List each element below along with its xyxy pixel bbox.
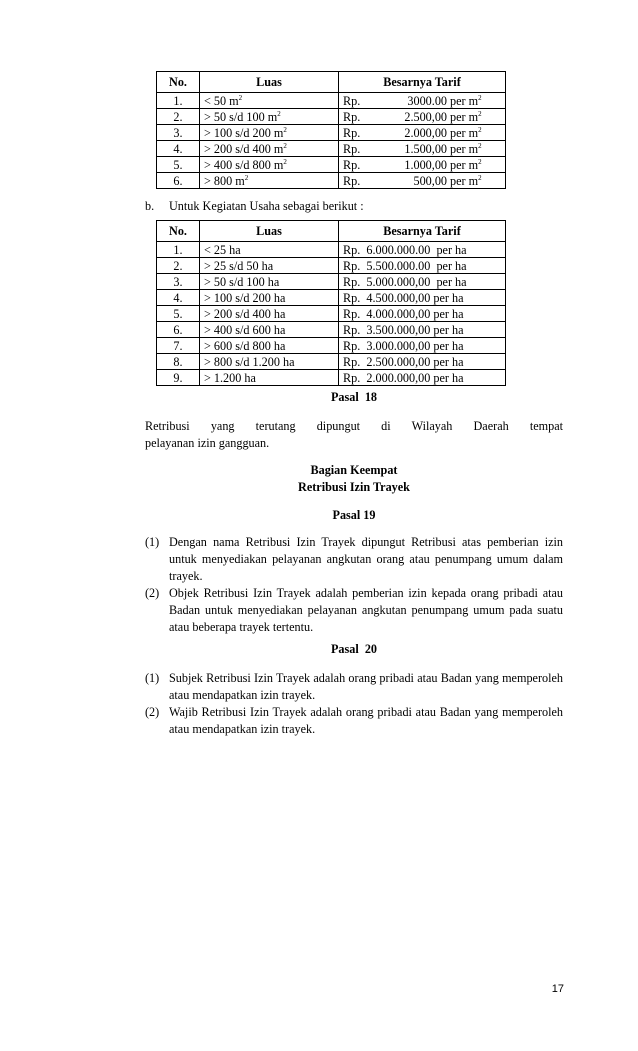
pasal-19-item-1 (145, 534, 563, 585)
header-tarif: Besarnya Tarif (339, 221, 506, 242)
table-row (157, 125, 506, 141)
cell-no: 6. (157, 173, 200, 189)
cell-tarif: Rp. 5.000.000,00 per ha (339, 274, 506, 290)
item-text: Objek Retribusi Izin Trayek adalah pemberian izin kepada orang pribadi atau Badan untuk menyediakan pelayanan angkutan penumpang umum pada suatu atau beberapa trayek tertentu. (169, 586, 563, 634)
cell-luas: > 800 s/d 1.200 ha (200, 354, 339, 370)
table-row (157, 258, 506, 274)
cell-luas: < 50 $m^2$ (200, 93, 339, 109)
cell-no: 6. (157, 322, 200, 338)
page-number: 17 (551, 983, 564, 995)
cell-tarif: Rp. 1.500,00 per $m^2$ (339, 141, 506, 157)
cell-luas: > 1.200 ha (200, 370, 339, 386)
tarif-table-m2 (156, 71, 506, 189)
cell-tarif: Rp. 2.000.000,00 per ha (339, 370, 506, 386)
cell-luas: > 50 s/d 100 ha (200, 274, 339, 290)
pasal-20-item-1 (145, 670, 563, 704)
cell-tarif: Rp. 4.500.000,00 per ha (339, 290, 506, 306)
pasal-19-title: Pasal 19 (332, 508, 376, 522)
table-row (157, 274, 506, 290)
cell-no: 2. (157, 109, 200, 125)
cell-luas: > 800 $m^2$ (200, 173, 339, 189)
header-tarif: Besarnya Tarif (339, 72, 506, 93)
item-text: Dengan nama Retribusi Izin Trayek dipungut Retribusi atas pemberian izin untuk menyediakan pelayanan angkutan orang atau penumpang umum dalam trayek. (169, 535, 563, 583)
cell-no: 5. (157, 306, 200, 322)
bagian-subtitle: Retribusi Izin Trayek (298, 480, 410, 494)
cell-luas: > 200 s/d 400 ha (200, 306, 339, 322)
pasal-18-title: Pasal 18 (330, 390, 378, 404)
cell-luas: > 25 s/d 50 ha (200, 258, 339, 274)
cell-no: 4. (157, 290, 200, 306)
pasal-20-title: Pasal 20 (330, 642, 378, 656)
table-row (157, 370, 506, 386)
cell-no: 2. (157, 258, 200, 274)
table-header-row (157, 221, 506, 242)
item-text: Subjek Retribusi Izin Trayek adalah orang pribadi atau Badan yang memperoleh atau mendapatkan izin trayek. (169, 671, 563, 702)
header-no: No. (157, 221, 200, 242)
table-row (157, 338, 506, 354)
header-luas: Luas (200, 221, 339, 242)
cell-tarif: Rp. 1.000,00 per $m^2$ (339, 157, 506, 173)
table-header-row (157, 72, 506, 93)
cell-luas: > 100 s/d 200 ha (200, 290, 339, 306)
tarif-table-ha (156, 220, 506, 386)
item-label: (2) (145, 705, 160, 719)
pasal-18-line-1: Retribusi yang terutang dipungut di Wilayah Daerah tempat (145, 419, 563, 433)
bagian-title: Bagian Keempat (310, 463, 398, 477)
cell-no: 3. (157, 125, 200, 141)
section-b-label: b. (145, 199, 155, 213)
cell-tarif: Rp. 5.500.000.00 per ha (339, 258, 506, 274)
item-text: Wajib Retribusi Izin Trayek adalah orang pribadi atau Badan yang memperoleh atau mendapatkan izin trayek. (169, 705, 563, 736)
header-no: No. (157, 72, 200, 93)
cell-no: 9. (157, 370, 200, 386)
cell-tarif: Rp. 3000.00 per $m^2$ (339, 93, 506, 109)
item-label: (1) (145, 671, 160, 685)
section-b (145, 198, 364, 215)
table-row (157, 290, 506, 306)
cell-no: 7. (157, 338, 200, 354)
cell-no: 5. (157, 157, 200, 173)
cell-luas: > 600 s/d 800 ha (200, 338, 339, 354)
pasal-18-line-2: pelayanan izin gangguan. (145, 436, 270, 450)
table-row (157, 141, 506, 157)
cell-tarif: Rp. 4.000.000,00 per ha (339, 306, 506, 322)
cell-tarif: Rp. 6.000.000.00 per ha (339, 242, 506, 258)
item-label: (1) (145, 535, 160, 549)
table-row (157, 354, 506, 370)
table-row (157, 173, 506, 189)
cell-tarif: Rp. 3.000.000,00 per ha (339, 338, 506, 354)
cell-luas: < 25 ha (200, 242, 339, 258)
table-row (157, 306, 506, 322)
cell-no: 1. (157, 242, 200, 258)
cell-no: 1. (157, 93, 200, 109)
cell-no: 3. (157, 274, 200, 290)
table-row (157, 322, 506, 338)
pasal-20-item-2 (145, 704, 563, 738)
pasal-19-item-2 (145, 585, 563, 636)
table-row (157, 109, 506, 125)
cell-luas: > 100 s/d 200 $m^2$ (200, 125, 339, 141)
cell-luas: > 400 s/d 600 ha (200, 322, 339, 338)
cell-tarif: Rp. 3.500.000,00 per ha (339, 322, 506, 338)
section-b-text: Untuk Kegiatan Usaha sebagai berikut : (169, 199, 364, 213)
table-row (157, 157, 506, 173)
cell-luas: > 400 s/d 800 $m^2$ (200, 157, 339, 173)
item-label: (2) (145, 586, 160, 600)
header-luas: Luas (200, 72, 339, 93)
cell-no: 8. (157, 354, 200, 370)
cell-no: 4. (157, 141, 200, 157)
cell-tarif: Rp. 2.500,00 per $m^2$ (339, 109, 506, 125)
table-row (157, 242, 506, 258)
cell-luas: > 200 s/d 400 $m^2$ (200, 141, 339, 157)
cell-tarif: Rp. 2.000,00 per $m^2$ (339, 125, 506, 141)
table-row (157, 93, 506, 109)
cell-luas: > 50 s/d 100 $m^2$ (200, 109, 339, 125)
cell-tarif: Rp. 2.500.000,00 per ha (339, 354, 506, 370)
cell-tarif: Rp. 500,00 per $m^2$ (339, 173, 506, 189)
